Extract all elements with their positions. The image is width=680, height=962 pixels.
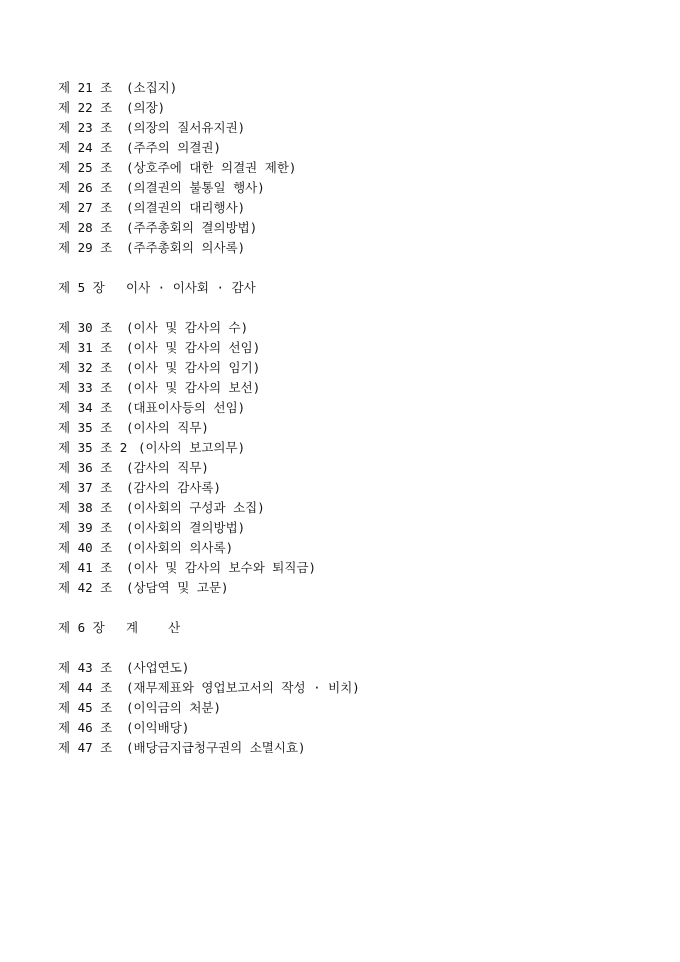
article-title: (이사회의 구성과 소집): [126, 500, 265, 515]
list-item: [58, 478, 658, 498]
article-title: (재무제표와 영업보고서의 작성 · 비치): [126, 680, 360, 695]
list-item: [58, 198, 658, 218]
article-title: (주주총회의 결의방법): [126, 220, 258, 235]
list-item: [58, 738, 658, 758]
list-item: [58, 438, 658, 458]
spacer: [58, 598, 658, 618]
article-title: (이사의 직무): [126, 420, 209, 435]
list-item: [58, 158, 658, 178]
article-title: (이익금의 처분): [126, 700, 222, 715]
article-title: (이사 및 감사의 선임): [126, 340, 261, 355]
article-title: (사업연도): [126, 660, 190, 675]
chapter-title: 이사 · 이사회 · 감사: [126, 280, 256, 295]
list-item: [58, 378, 658, 398]
article-number: 제 26 조: [58, 180, 113, 195]
article-number: 제 33 조: [58, 380, 113, 395]
article-title: (감사의 직무): [126, 460, 209, 475]
list-item: [58, 558, 658, 578]
list-item: [58, 698, 658, 718]
article-number: 제 23 조: [58, 120, 113, 135]
list-item: [58, 218, 658, 238]
spacer: [58, 258, 658, 278]
article-title: (의장): [126, 100, 166, 115]
chapter-number: 제 6 장: [58, 620, 105, 635]
article-number: 제 44 조: [58, 680, 113, 695]
list-item: [58, 358, 658, 378]
article-title: (이사의 보고의무): [138, 440, 246, 455]
article-number: 제 41 조: [58, 560, 113, 575]
list-item: [58, 98, 658, 118]
list-item: [58, 678, 658, 698]
article-number: 제 42 조: [58, 580, 113, 595]
article-title: (의결권의 대리행사): [126, 200, 246, 215]
article-title: (의장의 질서유지권): [126, 120, 246, 135]
article-title: (주주총회의 의사록): [126, 240, 246, 255]
article-title: (이사 및 감사의 보선): [126, 380, 261, 395]
article-number: 제 43 조: [58, 660, 113, 675]
article-number: 제 38 조: [58, 500, 113, 515]
article-number: 제 47 조: [58, 740, 113, 755]
list-item: [58, 318, 658, 338]
article-title: (이사회의 결의방법): [126, 520, 246, 535]
article-title: (감사의 감사록): [126, 480, 222, 495]
chapter-number: 제 5 장: [58, 280, 105, 295]
list-item: [58, 498, 658, 518]
article-number: 제 34 조: [58, 400, 113, 415]
article-number: 제 28 조: [58, 220, 113, 235]
list-item: [58, 178, 658, 198]
list-item: [58, 78, 658, 98]
spacer: [58, 298, 658, 318]
article-number: 제 40 조: [58, 540, 113, 555]
article-number: 제 24 조: [58, 140, 113, 155]
article-number: 제 29 조: [58, 240, 113, 255]
article-number: 제 46 조: [58, 720, 113, 735]
list-item: [58, 418, 658, 438]
list-item: [58, 398, 658, 418]
chapter-heading: [58, 618, 658, 638]
list-item: [58, 578, 658, 598]
article-title: (이익배당): [126, 720, 190, 735]
table-of-contents: [58, 78, 658, 758]
list-item: [58, 718, 658, 738]
article-number: 제 31 조: [58, 340, 113, 355]
list-item: [58, 458, 658, 478]
article-number: 제 32 조: [58, 360, 113, 375]
article-title: (상담역 및 고문): [126, 580, 229, 595]
article-number: 제 35 조 2: [58, 440, 128, 455]
article-number: 제 27 조: [58, 200, 113, 215]
article-title: (소집지): [126, 80, 178, 95]
chapter-heading: [58, 278, 658, 298]
article-number: 제 22 조: [58, 100, 113, 115]
article-number: 제 30 조: [58, 320, 113, 335]
article-number: 제 39 조: [58, 520, 113, 535]
list-item: [58, 118, 658, 138]
article-title: (상호주에 대한 의결권 제한): [126, 160, 297, 175]
article-title: (의결권의 불통일 행사): [126, 180, 265, 195]
article-title: (이사 및 감사의 수): [126, 320, 249, 335]
article-number: 제 45 조: [58, 700, 113, 715]
article-number: 제 36 조: [58, 460, 113, 475]
list-item: [58, 538, 658, 558]
article-title: (이사 및 감사의 임기): [126, 360, 261, 375]
article-title: (주주의 의결권): [126, 140, 222, 155]
spacer: [58, 638, 658, 658]
article-number: 제 25 조: [58, 160, 113, 175]
list-item: [58, 518, 658, 538]
article-number: 제 21 조: [58, 80, 113, 95]
article-title: (이사회의 의사록): [126, 540, 234, 555]
article-title: (배당금지급청구권의 소멸시효): [126, 740, 306, 755]
article-number: 제 35 조: [58, 420, 113, 435]
chapter-title: 계 산: [126, 620, 181, 635]
list-item: [58, 138, 658, 158]
list-item: [58, 338, 658, 358]
list-item: [58, 658, 658, 678]
list-item: [58, 238, 658, 258]
article-title: (이사 및 감사의 보수와 퇴직금): [126, 560, 317, 575]
article-title: (대표이사등의 선임): [126, 400, 246, 415]
article-number: 제 37 조: [58, 480, 113, 495]
